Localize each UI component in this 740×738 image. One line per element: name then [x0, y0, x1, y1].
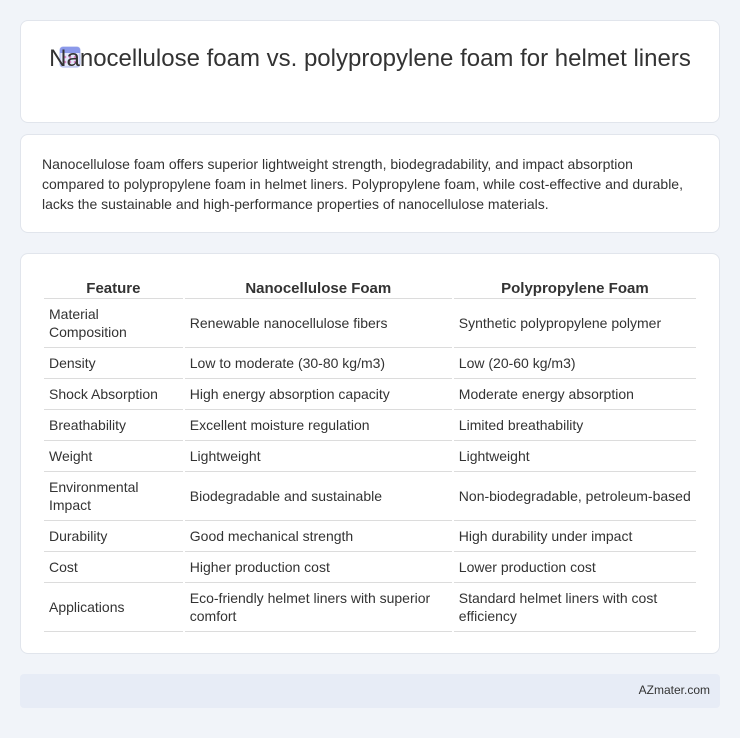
feature-cell: Environmental Impact [44, 472, 183, 521]
feature-cell: Weight [44, 441, 183, 472]
title-card [20, 20, 720, 123]
feature-cell: Breathability [44, 410, 183, 441]
feature-cell: Cost [44, 552, 183, 583]
nanocellulose-cell: Excellent moisture regulation [185, 410, 452, 441]
feature-cell: Durability [44, 521, 183, 552]
table-row [44, 410, 696, 441]
nanocellulose-cell: Low to moderate (30-80 kg/m3) [185, 348, 452, 379]
table-row [44, 472, 696, 521]
nanocellulose-cell: Higher production cost [185, 552, 452, 583]
comparison-table-card [20, 253, 720, 654]
polypropylene-cell: Synthetic polypropylene polymer [454, 299, 696, 348]
polypropylene-cell: Lower production cost [454, 552, 696, 583]
polypropylene-cell: High durability under impact [454, 521, 696, 552]
table-row [44, 299, 696, 348]
polypropylene-cell: Lightweight [454, 441, 696, 472]
table-row [44, 552, 696, 583]
column-header-polypropylene: Polypropylene Foam [454, 275, 696, 299]
table-header-row [44, 275, 696, 299]
feature-cell: Shock Absorption [44, 379, 183, 410]
column-header-feature: Feature [44, 275, 183, 299]
table-row [44, 348, 696, 379]
polypropylene-cell: Limited breathability [454, 410, 696, 441]
feature-cell: Density [44, 348, 183, 379]
table-row [44, 583, 696, 632]
table-row [44, 379, 696, 410]
feature-cell: Applications [44, 583, 183, 632]
nanocellulose-cell: Biodegradable and sustainable [185, 472, 452, 521]
comparison-table [42, 275, 698, 632]
polypropylene-cell: Moderate energy absorption [454, 379, 696, 410]
table-row [44, 441, 696, 472]
nanocellulose-cell: Lightweight [185, 441, 452, 472]
nanocellulose-cell: High energy absorption capacity [185, 379, 452, 410]
footer-brand: AZmater.com [638, 683, 710, 697]
column-header-nanocellulose: Nanocellulose Foam [185, 275, 452, 299]
nanocellulose-cell: Eco-friendly helmet liners with superior comfort [185, 583, 452, 632]
polypropylene-cell: Non-biodegradable, petroleum-based [454, 472, 696, 521]
feature-cell: Material Composition [44, 299, 183, 348]
summary-card [20, 134, 720, 233]
polypropylene-cell: Low (20-60 kg/m3) [454, 348, 696, 379]
polypropylene-cell: Standard helmet liners with cost efficiency [454, 583, 696, 632]
nanocellulose-cell: Good mechanical strength [185, 521, 452, 552]
footer-bar [20, 674, 720, 708]
page-title: Nanocellulose foam vs. polypropylene foam for helmet liners [49, 45, 691, 72]
table-row [44, 521, 696, 552]
nanocellulose-cell: Renewable nanocellulose fibers [185, 299, 452, 348]
summary-text: Nanocellulose foam offers superior lightweight strength, biodegradability, and impact absorption compared to polypropylene foam in helmet liners. Polypropylene foam, while cost-effective and durable, lacks the sustainable and high-performance properties of nanocellulose materials. [42, 156, 683, 212]
